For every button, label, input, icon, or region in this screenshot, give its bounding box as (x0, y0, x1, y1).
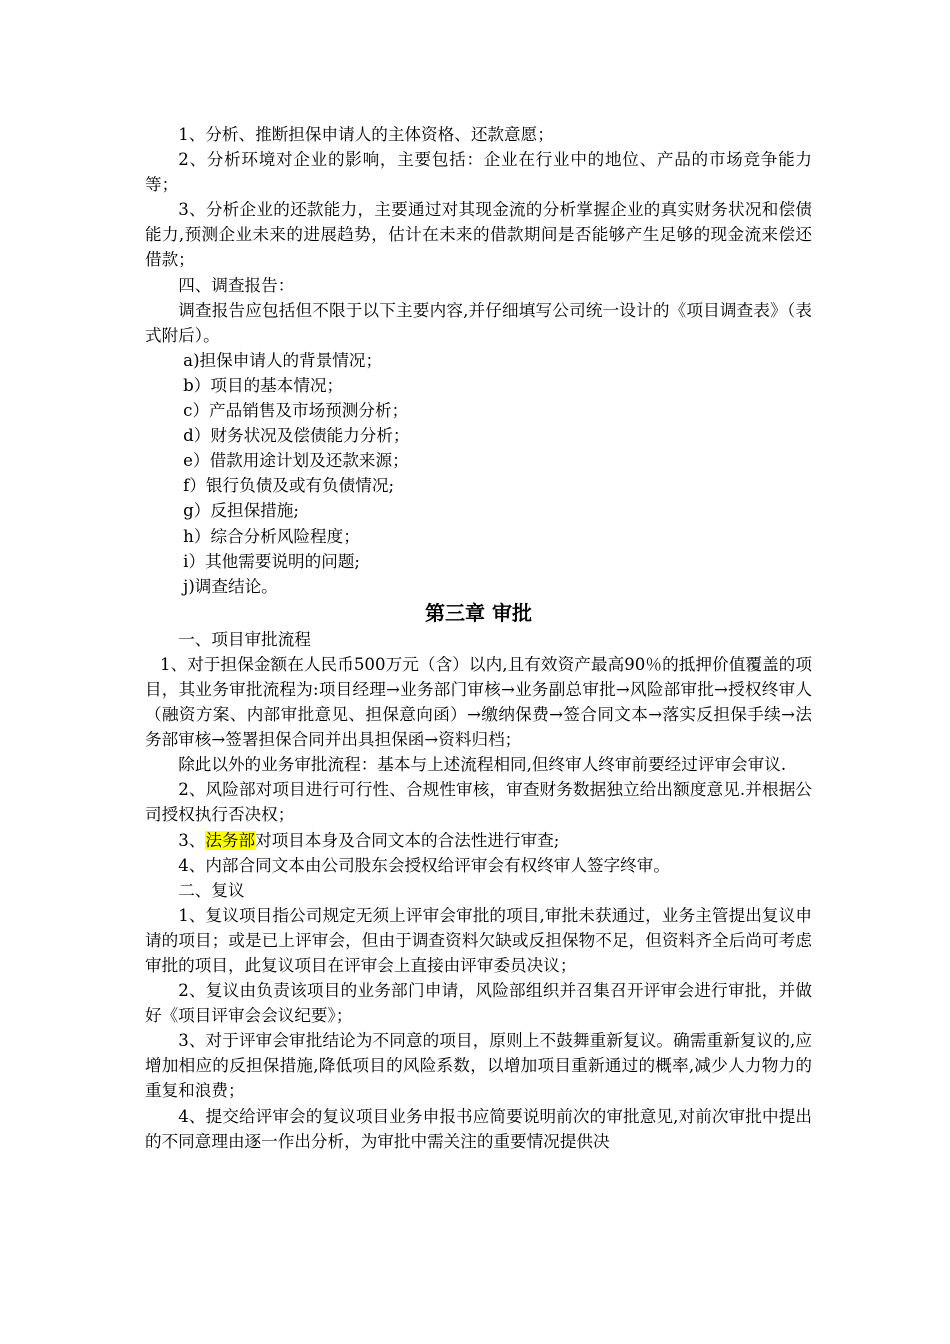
paragraph: 2、风险部对项目进行可行性、合规性审核，审查财务数据独立给出额度意见.并根据公司授权执行否决权； (145, 780, 812, 825)
section-heading: 一、项目审批流程 (178, 629, 311, 649)
list-item: d）财务状况及偿债能力分析； (183, 426, 410, 446)
paragraph (145, 828, 812, 853)
list-item: e）借款用途计划及还款来源； (183, 451, 409, 471)
list-item: h）综合分析风险程度； (183, 526, 360, 546)
paragraph: 2、复议由负责该项目的业务部门申请，风险部组织并召集召开评审会进行审批，并做好《项目评审会会议纪要》； (145, 981, 812, 1026)
paragraph: 4、提交给评审会的复议项目业务申报书应简要说明前次的审批意见,对前次审批中提出的不同意理由逐一作出分析，为审批中需关注的重要情况提供决 (145, 1106, 812, 1151)
chapter-title: 第三章 审批 (425, 600, 532, 625)
paragraph: 4、内部合同文本由公司股东会授权给评审会有权终审人签字终审。 (178, 855, 670, 875)
paragraph: 除此以外的业务审批流程：基本与上述流程相同,但终审人终审前要经过评审会审议. (178, 755, 787, 775)
list-item: c）产品销售及市场预测分析； (183, 401, 409, 421)
paragraph-suffix: 对项目本身及合同文本的合法性进行审查; (255, 830, 560, 850)
section-heading: 二、复议 (178, 880, 245, 900)
list-item: b）项目的基本情况； (183, 375, 344, 395)
paragraph: 1、对于担保金额在人民币500万元（含）以内,且有效资产最高90％的抵押价值覆盖的项目，其业务审批流程为:项目经理→业务部门审核→业务副总审批→风险部审批→授权终审人（融资方案、内部审批意见、担保意向函）→缴纳保费→签合同文本→落实反担保手续→法务部审核→签署担保合同并出具担保函→资料归档； (145, 654, 812, 750)
paragraph: 调查报告应包括但不限于以下主要内容,并仔细填写公司统一设计的《项目调查表》（表式附后）。 (145, 300, 812, 345)
paragraph: 1、分析、推断担保申请人的主体资格、还款意愿； (178, 125, 554, 144)
section-heading: 四、调查报告： (178, 275, 295, 295)
list-item: i）其他需要说明的问题; (183, 551, 361, 571)
list-item: j)调查结论。 (183, 576, 278, 596)
highlighted-text: 法务部 (205, 830, 256, 850)
list-item: a)担保申请人的背景情况； (183, 350, 383, 370)
paragraph: 3、对于评审会审批结论为不同意的项目，原则上不鼓舞重新复议。确需重新复议的,应增加相应的反担保措施,降低项目的风险系数，以增加项目重新通过的概率,减少人力物力的重复和浪费； (145, 1031, 812, 1101)
list-item: g）反担保措施; (183, 501, 299, 521)
paragraph-prefix: 3、 (178, 830, 206, 850)
paragraph: 3、分析企业的还款能力，主要通过对其现金流的分析掌握企业的真实财务状况和偿债能力,预测企业未来的进展趋势，估计在未来的借款期间是否能够产生足够的现金流来偿还借款； (145, 200, 812, 270)
paragraph: 1、复议项目指公司规定无须上评审会审批的项目,审批未获通过，业务主管提出复议申请的项目；或是已上评审会，但由于调查资料欠缺或反担保物不足，但资料齐全后尚可考虑审批的项目，此复议项目在评审会上直接由评审委员决议； (145, 905, 812, 975)
list-item: f）银行负债及或有负债情况; (183, 476, 395, 496)
paragraph: 2、分析环境对企业的影响，主要包括：企业在行业中的地位、产品的市场竞争能力等； (145, 150, 812, 195)
